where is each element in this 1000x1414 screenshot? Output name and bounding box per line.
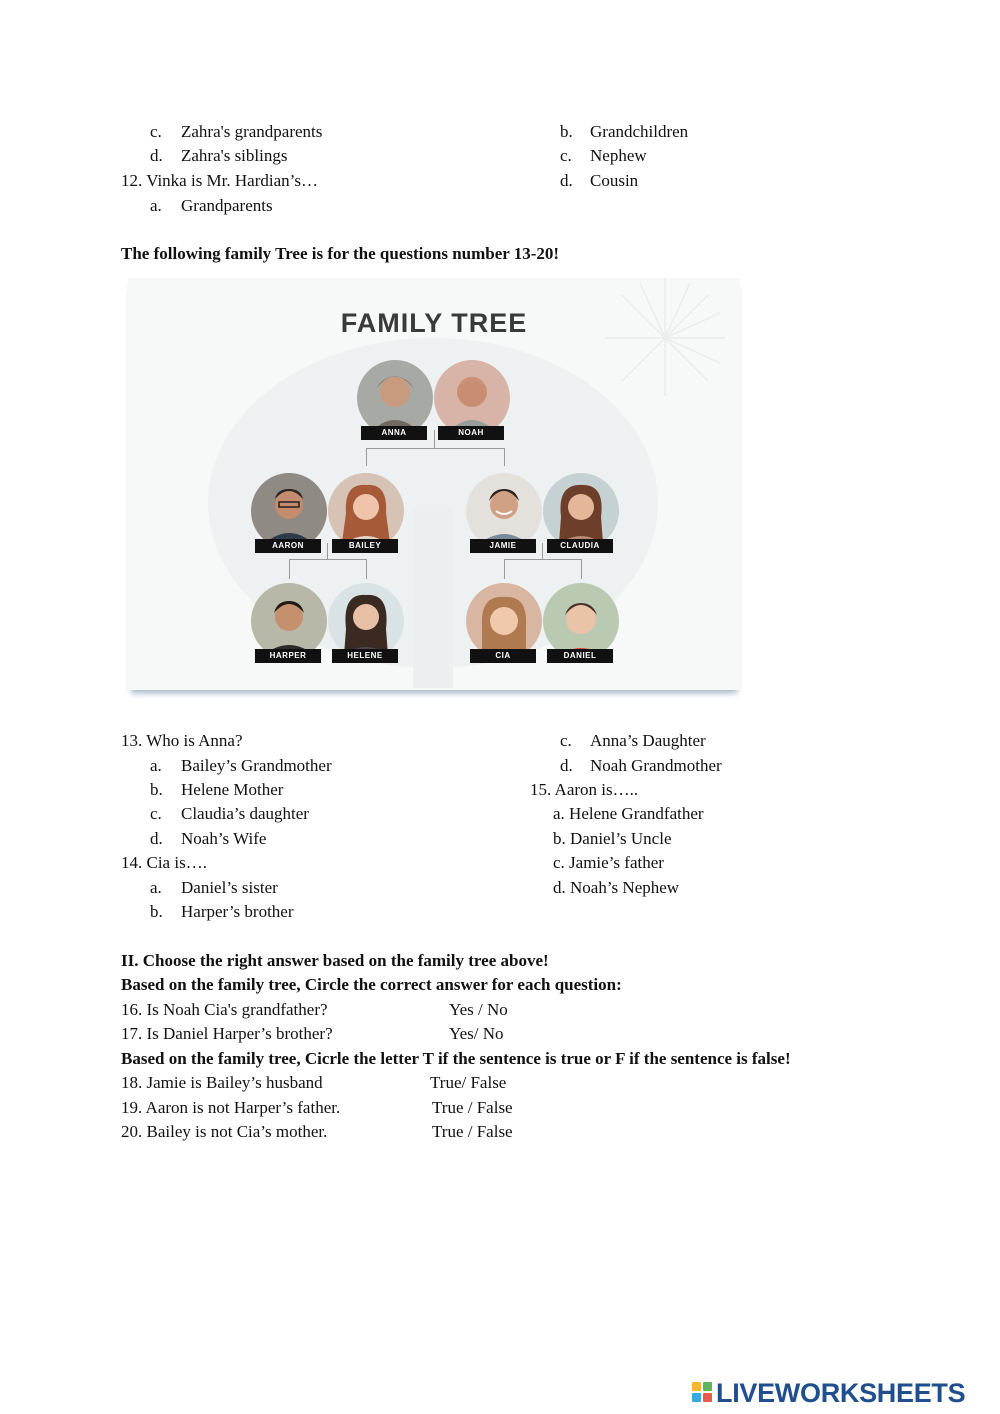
claudia-label: CLAUDIA: [547, 539, 613, 553]
q13-stem: 13. Who is Anna?: [121, 731, 243, 750]
q15-option-b: b. Daniel’s Uncle: [553, 829, 672, 848]
q13-option-d-letter: d.: [150, 829, 163, 848]
q16-answer: Yes / No: [449, 1000, 508, 1019]
q16-text: 16. Is Noah Cia's grandfather?: [121, 1000, 328, 1019]
cia-label: CIA: [470, 649, 536, 663]
tree-title: FAMILY TREE: [340, 308, 528, 338]
noah-label: NOAH: [438, 426, 504, 440]
q14-stem: 14. Cia is….: [121, 853, 207, 872]
daniel-label: DANIEL: [547, 649, 613, 663]
bailey-photo: [328, 473, 404, 549]
q14-option-b-text: Harper’s brother: [181, 902, 294, 921]
section2-instruction-2: Based on the family tree, Cicrle the letter T if the sentence is true or F if the sentence is false!: [121, 1049, 791, 1068]
q13-option-c-letter: c.: [150, 804, 162, 823]
q12-stem: 12. Vinka is Mr. Hardian’s…: [121, 171, 318, 190]
family-tree-image: [128, 278, 740, 690]
harper-label: HARPER: [255, 649, 321, 663]
member-cia: [466, 583, 542, 659]
aaron-label: AARON: [255, 539, 321, 553]
member-noah: [434, 360, 510, 436]
member-claudia: [543, 473, 619, 549]
section2-heading: II. Choose the right answer based on the family tree above!: [121, 951, 549, 970]
q20-text: 20. Bailey is not Cia’s mother.: [121, 1122, 328, 1141]
anna-label: ANNA: [361, 426, 427, 440]
helene-photo: [328, 583, 404, 659]
q13-option-d2-letter: d.: [560, 756, 573, 775]
noah-photo: [434, 360, 510, 436]
q12-option-d-letter: d.: [560, 171, 573, 190]
q19-answer: True / False: [432, 1098, 513, 1117]
claudia-photo: [543, 473, 619, 549]
q13-option-b-letter: b.: [150, 780, 163, 799]
logo-grid-icon: [692, 1382, 712, 1402]
q14-option-a-letter: a.: [150, 878, 162, 897]
q13-option-c-text: Claudia’s daughter: [181, 804, 309, 823]
q15-option-c: c. Jamie’s father: [553, 853, 664, 872]
q19-text: 19. Aaron is not Harper’s father.: [121, 1098, 341, 1117]
q13-option-c2-text: Anna’s Daughter: [590, 731, 706, 750]
helene-label: HELENE: [332, 649, 398, 663]
tree-intro: The following family Tree is for the questions number 13-20!: [121, 244, 560, 263]
member-anna: [357, 360, 433, 436]
q14-option-a-text: Daniel’s sister: [181, 878, 278, 897]
q13-option-b-text: Helene Mother: [181, 780, 284, 799]
member-daniel: [543, 583, 619, 659]
q15-option-a: a. Helene Grandfather: [553, 804, 704, 823]
q12-option-d-text: Cousin: [590, 171, 639, 190]
member-jamie: [466, 473, 542, 549]
member-helene: [328, 583, 404, 659]
q12-option-c-letter: c.: [560, 146, 572, 165]
bailey-label: BAILEY: [332, 539, 398, 553]
q12-option-a-text: Grandparents: [181, 196, 273, 215]
q13-option-d2-text: Noah Grandmother: [590, 756, 722, 775]
jamie-photo: [466, 473, 542, 549]
aaron-photo: [251, 473, 327, 549]
q11-option-c-letter: c.: [150, 122, 162, 141]
q13-option-a-text: Bailey’s Grandmother: [181, 756, 332, 775]
q17-answer: Yes/ No: [449, 1024, 504, 1043]
q13-option-d-text: Noah’s Wife: [181, 829, 267, 848]
q15-stem: 15. Aaron is…..: [530, 780, 639, 799]
q20-answer: True / False: [432, 1122, 513, 1141]
member-harper: [251, 583, 327, 659]
q12-option-a-letter: a.: [150, 196, 162, 215]
q11-option-d-letter: d.: [150, 146, 163, 165]
member-bailey: [328, 473, 404, 549]
q12-option-c-text: Nephew: [590, 146, 647, 165]
harper-photo: [251, 583, 327, 659]
section2-instruction-1: Based on the family tree, Circle the correct answer for each question:: [121, 975, 622, 994]
daniel-photo: [543, 583, 619, 659]
q14-option-b-letter: b.: [150, 902, 163, 921]
anna-photo: [357, 360, 433, 436]
q15-option-d: d. Noah’s Nephew: [553, 878, 680, 897]
q11-option-c-text: Zahra's grandparents: [181, 122, 323, 141]
q11-option-d-text: Zahra's siblings: [181, 146, 288, 165]
q13-option-a-letter: a.: [150, 756, 162, 775]
logo-text: LIVEWORKSHEETS: [716, 1378, 966, 1408]
q12-option-b-letter: b.: [560, 122, 573, 141]
member-aaron: [251, 473, 327, 549]
q17-text: 17. Is Daniel Harper’s brother?: [121, 1024, 333, 1043]
cia-photo: [466, 583, 542, 659]
q18-text: 18. Jamie is Bailey’s husband: [121, 1073, 323, 1092]
jamie-label: JAMIE: [470, 539, 536, 553]
q12-option-b-text: Grandchildren: [590, 122, 689, 141]
q18-answer: True/ False: [430, 1073, 507, 1092]
q13-option-c2-letter: c.: [560, 731, 572, 750]
